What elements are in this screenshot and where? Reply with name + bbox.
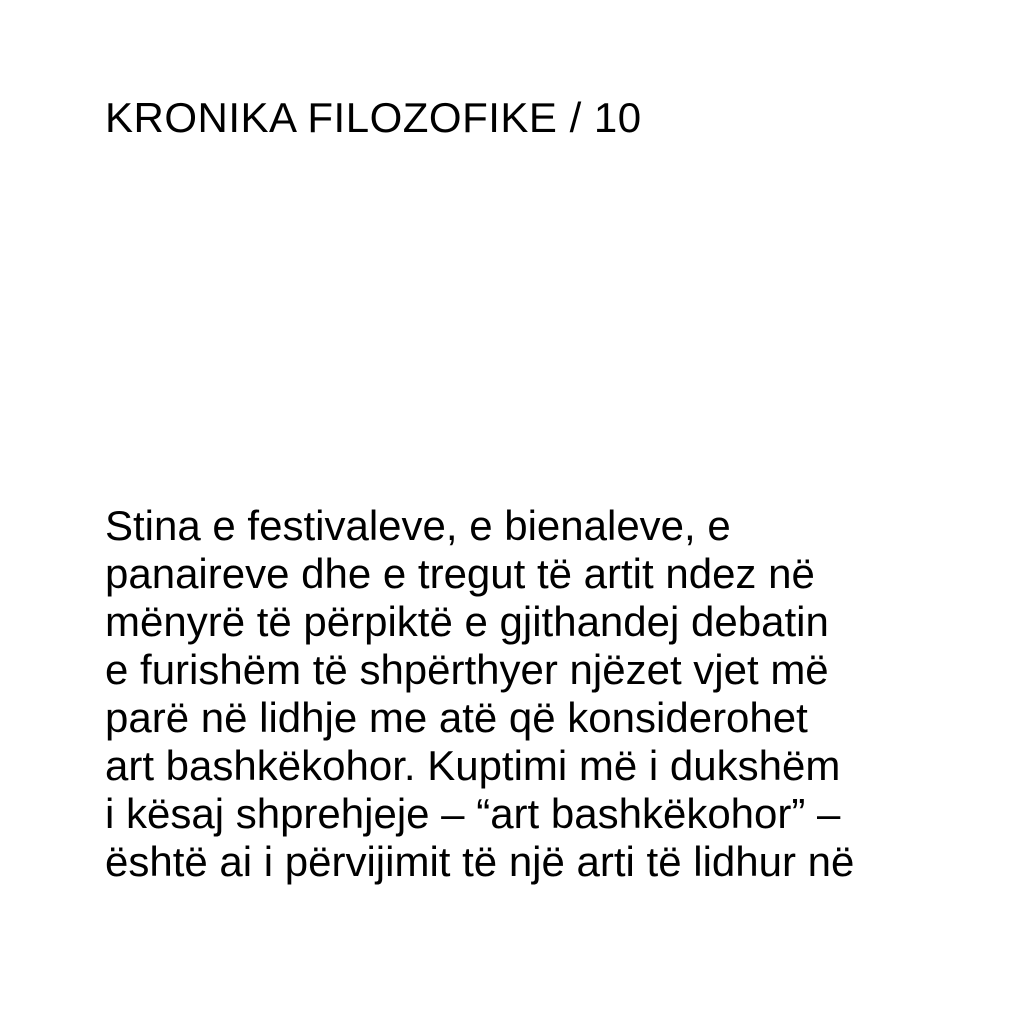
- body-line: Stina e festivaleve, e bienaleve, e: [105, 502, 731, 549]
- body-line: parë në lidhje me atë që konsiderohet: [105, 694, 808, 741]
- body-line: e furishëm të shpërthyer njëzet vjet më: [105, 646, 829, 693]
- body-line: art bashkëkohor. Kuptimi më i dukshëm: [105, 742, 841, 789]
- page-title: KRONIKA FILOZOFIKE / 10: [105, 94, 642, 141]
- body-line: panaireve dhe e tregut të artit ndez në: [105, 550, 815, 597]
- body-line: mënyrë të përpiktë e gjithandej debatin: [105, 598, 829, 645]
- body-paragraph: [105, 502, 965, 886]
- body-line: i kësaj shprehjeje – “art bashkëkohor” –: [105, 790, 841, 837]
- body-line: është ai i përvijimit të një arti të lidhur në: [105, 838, 855, 885]
